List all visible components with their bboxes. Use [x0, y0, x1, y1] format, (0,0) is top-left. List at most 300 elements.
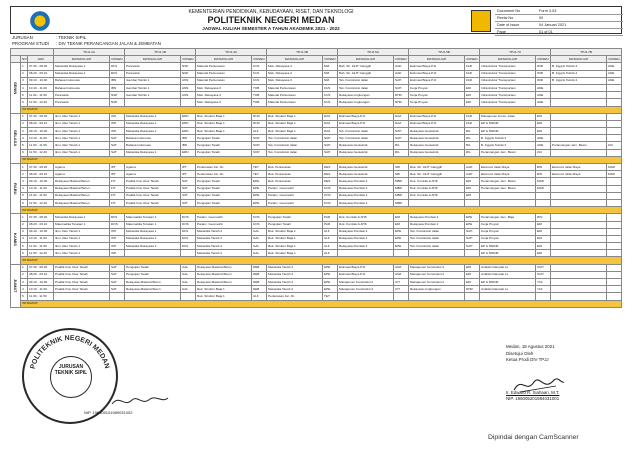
course-name: Mekanika Rekayasa 1 [125, 235, 181, 242]
period-number: 1 [21, 164, 28, 171]
lecturer-code: DES [323, 164, 338, 171]
course-name: B. Inggris Teknik 2 [551, 70, 607, 77]
period-time: 11.00 - 11.50 [28, 92, 54, 99]
course-name [551, 120, 607, 127]
course-name: Estimasi Biaya PJJ [409, 113, 465, 120]
lecturer-code: DOS [181, 214, 196, 221]
course-name: Rekayasa Lingkungan [338, 92, 394, 99]
lecturer-code [607, 214, 622, 221]
lecturer-code: EDI [394, 214, 409, 221]
dosen-header: DOSEN [607, 56, 622, 63]
course-name: Mekanika Rekayasa 1 [125, 243, 181, 250]
period-number: 5 [21, 293, 28, 300]
lecturer-code: DEB [252, 271, 267, 278]
course-name: Analisis Dampak LL [480, 264, 536, 271]
lecturer-code [607, 279, 622, 286]
course-name [551, 235, 607, 242]
lecturer-code: IBN [181, 142, 196, 149]
course-name: Tek. Konstruksi Jalan [338, 128, 394, 135]
rest-row [11, 257, 622, 264]
course-name: Rekayasa Geoteknik [338, 149, 394, 156]
lecturer-code: NSP [181, 70, 196, 77]
course-name: Perancangan Jem. Baja [480, 214, 536, 221]
lecturer-code: SUH [536, 264, 551, 271]
lecturer-code: ANZ [394, 264, 409, 271]
course-name: Rekayasa Pondasi 2 [409, 221, 465, 228]
table-row [11, 293, 622, 300]
lecturer-code: AAD [465, 164, 480, 171]
period-number: 1 [21, 264, 28, 271]
course-name: Paranc. Geometrik [196, 214, 252, 221]
course-name: Ekonomi Jalan Raya [480, 171, 536, 178]
lecturer-code: RIL [465, 128, 480, 135]
course-name: Dok. Kontrak & AHK [409, 192, 465, 199]
lecturer-code: SAT [181, 199, 196, 206]
course-name: Estimasi Biaya PJJ [409, 77, 465, 84]
doc-info-value: 01 of 01 [539, 30, 553, 34]
course-name: Perkerasan Jal. Jln [196, 164, 252, 171]
course-name [551, 199, 607, 206]
course-name: Ilmu Ukur Tanah 1 [54, 142, 110, 149]
course-name: Estimasi Biaya PJJ [338, 264, 394, 271]
course-name: B. Inggris Teknik 2 [551, 63, 607, 70]
table-row [11, 235, 622, 242]
course-name: Rekayasa Material Beton [196, 279, 252, 286]
jurusan-value: : TEKNIK SIPIL [56, 35, 87, 40]
lecturer-code [607, 185, 622, 192]
lecturer-code: FAD [465, 120, 480, 127]
course-name [551, 185, 607, 192]
course-name: Mekanika Tanah 2 [267, 286, 323, 293]
table-row [11, 99, 622, 106]
period-number: 3 [21, 77, 28, 84]
lecturer-code: EPE [252, 178, 267, 185]
course-name: Estimasi Biaya PJJ [409, 120, 465, 127]
stamp-center-line-2: TEKNIK SIPIL [54, 370, 88, 376]
lecturer-code: EPE [394, 243, 409, 250]
lecturer-code: EPE [323, 279, 338, 286]
table-row [11, 199, 622, 206]
lecturer-code [536, 192, 551, 199]
table-row [11, 178, 622, 185]
column-header-row [11, 56, 622, 63]
period-time: 11.00 - 11.50 [28, 293, 54, 300]
table-row [11, 77, 622, 84]
lecturer-code: EPE [394, 228, 409, 235]
lecturer-code: EDI [465, 99, 480, 106]
lecturer-code: TET [323, 293, 338, 300]
lecturer-code: ZAI [607, 142, 622, 149]
lecturer-code: DAZ [394, 113, 409, 120]
lecturer-code: YUL [536, 279, 551, 286]
lecturer-code: EDI [465, 185, 480, 192]
lecturer-code: GAL [181, 286, 196, 293]
period-number: 2 [21, 70, 28, 77]
lecturer-code [181, 99, 196, 106]
course-name: Kerja Proyek [480, 235, 536, 242]
lecturer-code: DFS [110, 214, 125, 221]
course-name: B. Inggris Teknik 2 [480, 135, 536, 142]
signoff-line-1: Disetujui Oleh [506, 350, 534, 356]
course-name: Bahasa Indonesia [125, 135, 181, 142]
period-time: 09.10 - 10.00 [28, 77, 54, 84]
course-name: Manajemen Konstruksi 2 [338, 279, 394, 286]
course-name: Mekanika Rekayasa 1 [54, 63, 110, 70]
rest-label: ISTIRAHAT [21, 106, 622, 113]
course-name: Rekayasa Material Beton [54, 199, 110, 206]
lecturer-code: DFS [181, 235, 196, 242]
lecturer-code [607, 192, 622, 199]
course-name: Mek. Rekayasa 3 [267, 63, 323, 70]
lecturer-code: SAH [394, 135, 409, 142]
table-row [11, 279, 622, 286]
period-time: 10.10 - 11.00 [28, 84, 54, 91]
lecturer-code: ERN [181, 128, 196, 135]
dosen-header: DOSEN [181, 56, 196, 63]
lecturer-code: EDI [536, 120, 551, 127]
period-number: 4 [21, 185, 28, 192]
prodi-label: PROGRAM STUDI [12, 41, 50, 46]
lecturer-code: SAT [110, 286, 125, 293]
course-name: Rekayasa Pondasi 2 [338, 178, 394, 185]
lecturer-code: MBR [394, 178, 409, 185]
lecturer-code: SAT [110, 149, 125, 156]
dosen-header: DOSEN [536, 56, 551, 63]
lecturer-code: IPT [181, 171, 196, 178]
lecturer-code: KUS [252, 77, 267, 84]
lecturer-code: EPE [323, 286, 338, 293]
course-name: Rekayasa Geoteknik [409, 149, 465, 156]
table-row [11, 221, 622, 228]
class-header: TPJJ-3B [267, 49, 338, 56]
table-row [11, 63, 622, 70]
lecturer-code: DES [323, 178, 338, 185]
course-name [551, 250, 607, 257]
lecturer-code: RIN [536, 214, 551, 221]
period-number: 3 [21, 279, 28, 286]
class-header: TPJJ-5A [338, 49, 409, 56]
lecturer-code: EPE [465, 221, 480, 228]
lecturer-code: AAD [465, 171, 480, 178]
doc-info-value: 00 [539, 16, 544, 20]
period-time: 08.20 - 09.10 [28, 171, 54, 178]
course-name: Pengujian Tanah [196, 135, 252, 142]
course-name: Rek. Struktur Baja 1 [196, 113, 252, 120]
course-name: Dok. Kontrak & AHK [409, 185, 465, 192]
lecturer-code: DAZ [323, 120, 338, 127]
course-name: EP & MSDM [480, 128, 536, 135]
stamp-nip: NIP. 196405101989031002 [84, 410, 133, 415]
lecturer-code: FIT [110, 199, 125, 206]
course-name: Rekayasa Material Beton [54, 185, 110, 192]
course-name: Rekayasa Geoteknik [338, 164, 394, 171]
course-name: Agama [125, 171, 181, 178]
lecturer-code [465, 199, 480, 206]
period-time: 11.00 - 11.50 [28, 192, 54, 199]
period-number: 4 [21, 235, 28, 242]
period-number: 5 [21, 192, 28, 199]
lecturer-code: DHR [465, 286, 480, 293]
course-name [551, 243, 607, 250]
lecturer-code: KOS [252, 221, 267, 228]
course-name: Agama [54, 164, 110, 171]
course-name: Manajemen Konstruksi 2 [409, 279, 465, 286]
lecturer-code [607, 235, 622, 242]
lecturer-code: SAH [323, 142, 338, 149]
lecturer-code: KOS [323, 199, 338, 206]
lecturer-code: EPE [323, 271, 338, 278]
header-corner [11, 49, 54, 56]
lecturer-code: GAL [252, 235, 267, 242]
rest-row [11, 300, 622, 307]
matkul-header: MATAKULIAH [409, 56, 465, 63]
lecturer-code: ANZ [394, 271, 409, 278]
course-name: Manajemen Konstruksi 2 [338, 286, 394, 293]
jurusan-label: JURUSAN [12, 35, 33, 40]
lecturer-code: PAR [323, 214, 338, 221]
course-name: Rekayasa Geoteknik [409, 135, 465, 142]
course-name: Bahasa Indonesia [125, 142, 181, 149]
course-name: Bah. Str. J&JT Canggih [338, 63, 394, 70]
period-number: 1 [21, 63, 28, 70]
table-row [11, 243, 622, 250]
course-name: Rek. Struktur Baja 1 [267, 243, 323, 250]
course-name: Mek. Rekayasa 3 [267, 70, 323, 77]
course-name: Matematika Terapan 1 [125, 214, 181, 221]
course-name: Perancangan Jem. Beton [480, 178, 536, 185]
lecturer-code: EDI [394, 221, 409, 228]
course-name: Mekanika Tanah 2 [267, 279, 323, 286]
lecturer-code: IPT [110, 164, 125, 171]
course-name: Tek. Konstruksi Jalan [338, 77, 394, 84]
matkul-header: MATAKULIAH [480, 56, 536, 63]
course-name: Bahasa Indonesia [54, 77, 110, 84]
doc-info-label: Document No [497, 9, 521, 13]
lecturer-code: KUS [252, 70, 267, 77]
lecturer-code [607, 250, 622, 257]
table-row [11, 192, 622, 199]
rest-label: ISTIRAHAT [21, 207, 622, 214]
lecturer-code: DOS [181, 221, 196, 228]
matkul-header: MATAKULIAH [338, 56, 394, 63]
lecturer-code: EDI [536, 243, 551, 250]
course-name: Analisis Dampak LL [480, 286, 536, 293]
lecturer-code: GAL [252, 228, 267, 235]
course-name: Tek. Konstruksi Jalan [409, 235, 465, 242]
lecturer-code [607, 84, 622, 91]
course-name: Mekanika Tanah 2 [267, 264, 323, 271]
period-time: 07.30 - 08.20 [28, 63, 54, 70]
period-number: 2 [21, 120, 28, 127]
lecturer-code [465, 250, 480, 257]
lecturer-code [465, 293, 480, 300]
lecturer-code: SOP [252, 142, 267, 149]
course-name [551, 178, 607, 185]
lecturer-code: NSP [110, 92, 125, 99]
program-info [12, 35, 161, 47]
lecturer-code: EPE [465, 214, 480, 221]
period-time: 09.10 - 10.00 [28, 178, 54, 185]
lecturer-code: EDI [465, 279, 480, 286]
course-name [409, 250, 465, 257]
lecturer-code: GAL [181, 279, 196, 286]
course-name: Ilmu Ukur Tanah 1 [54, 243, 110, 250]
lecturer-code: IBN [110, 84, 125, 91]
course-name: Perkerasan Jal. Jln [196, 171, 252, 178]
course-name: Estimasi Biaya PJJ [409, 70, 465, 77]
course-name: Bahasa Indonesia [54, 84, 110, 91]
lecturer-code: MAR [536, 178, 551, 185]
period-time: 08.20 - 09.10 [28, 120, 54, 127]
period-number: 3 [21, 228, 28, 235]
period-time: 07.30 - 08.20 [28, 214, 54, 221]
course-name: Rekayasa Material Beton [196, 271, 252, 278]
lecturer-code: ISH [110, 235, 125, 242]
period-time: 10.10 - 11.00 [28, 135, 54, 142]
course-name: Tek. Konstruksi Jalan [267, 142, 323, 149]
course-name: Ilmu Ukur Tanah 1 [54, 120, 110, 127]
course-name: Pengujian Tanah [196, 149, 252, 156]
course-name: EP & MSDM [480, 279, 536, 286]
course-name: Gambar Teknik 1 [125, 92, 181, 99]
document-logo-icon [471, 10, 491, 32]
period-time: 11.00 - 11.50 [28, 243, 54, 250]
lecturer-code: ADE [607, 77, 622, 84]
table-row [11, 113, 622, 120]
day-label: SENIN [11, 63, 21, 113]
lecturer-code: IBN [181, 135, 196, 142]
lecturer-code: EDI [536, 113, 551, 120]
course-name: Rek. Struktur Baja 1 [267, 113, 323, 120]
course-name: Rek. Struktur Baja 1 [196, 286, 252, 293]
course-name: Rek. Str. J&JT Canggih [409, 171, 465, 178]
dosen-header: DOSEN [394, 56, 409, 63]
lecturer-code [607, 293, 622, 300]
lecturer-code: MBR [394, 185, 409, 192]
doc-info-value: Form 3.03 [539, 9, 557, 13]
course-name: Pancasila [125, 63, 181, 70]
lecturer-code: MIZ [323, 70, 338, 77]
lecturer-code: SAT [110, 135, 125, 142]
lecturer-code: ERN [181, 149, 196, 156]
lecturer-code: EPE [252, 185, 267, 192]
course-name: Pengujian Tanah [196, 178, 252, 185]
course-name: Ilmu Ukur Tanah 1 [54, 128, 110, 135]
course-name: Rekayasa Lingkungan [338, 99, 394, 106]
period-number: 5 [21, 243, 28, 250]
course-name: Mekanika Rekayasa 1 [125, 120, 181, 127]
course-name: Rekayasa Pondasi 2 [338, 199, 394, 206]
course-name: Praktik Ilmu Ukur Tanah [125, 178, 181, 185]
lecturer-code: CIT [394, 279, 409, 286]
lecturer-code [394, 250, 409, 257]
period-time: 11.00 - 11.50 [28, 142, 54, 149]
course-name: Dok. Kontrak & AHK [338, 221, 394, 228]
course-name: Ilmu Ukur Tanah 1 [54, 149, 110, 156]
course-name: Estimasi Biaya PJJ [409, 63, 465, 70]
course-name: Praktik Ilmu Ukur Tanah [125, 199, 181, 206]
course-name [125, 250, 181, 257]
prodi-value: : DIV TEKNIK PERANCANGAN JALAN & JEMBATAN [56, 41, 161, 46]
lecturer-code: BIN [536, 164, 551, 171]
lecturer-code: KOS [323, 192, 338, 199]
course-name: Pengujian Tanah [125, 264, 181, 271]
lecturer-code: RIL [465, 135, 480, 142]
lecturer-code: SAT [181, 185, 196, 192]
class-header: TPJJ-7A [480, 49, 551, 56]
lecturer-code [181, 293, 196, 300]
lecturer-code: WIR [536, 77, 551, 84]
table-row [11, 228, 622, 235]
lecturer-code: RIL [394, 142, 409, 149]
course-name: Pengujian Tanah [267, 221, 323, 228]
lecturer-code: MAR [536, 185, 551, 192]
period-number: 5 [21, 142, 28, 149]
period-time: 11.50 - 12.40 [28, 250, 54, 257]
doc-info-row [495, 15, 623, 22]
table-row [11, 84, 622, 91]
matkul-header: MATAKULIAH [267, 56, 323, 63]
course-name [551, 128, 607, 135]
course-name: Pengujian Tanah [196, 185, 252, 192]
doc-info-row [495, 22, 623, 29]
lecturer-code: BIN [536, 171, 551, 178]
lecturer-code: SAH [465, 235, 480, 242]
course-name: Ilmu Ukur Tanah 1 [54, 228, 110, 235]
course-name: Rekayasa Lingkungan [409, 286, 465, 293]
course-name: Rekayasa Pondasi 2 [338, 235, 394, 242]
lecturer-code [607, 120, 622, 127]
course-name: Material Perkerasan [196, 77, 252, 84]
period-time: 11.50 - 12.40 [28, 99, 54, 106]
lecturer-code: PAR [323, 221, 338, 228]
period-number: 4 [21, 135, 28, 142]
lecturer-code [394, 293, 409, 300]
lecturer-code: DAZ [394, 120, 409, 127]
course-name: Paranc. Geometrik [196, 221, 252, 228]
lecturer-code: ALF [323, 228, 338, 235]
day-header [11, 56, 21, 63]
course-name: Rekayasa Material Beton [125, 286, 181, 293]
table-row [11, 92, 622, 99]
course-name: Dok. Kontrak & AHK [409, 178, 465, 185]
course-name [551, 149, 607, 156]
course-name: Perancangan Jem. Beton [480, 149, 536, 156]
course-name: Pancasila [54, 92, 110, 99]
lecturer-code: RUR [252, 120, 267, 127]
lecturer-code: SAH [465, 228, 480, 235]
course-name: Rekayasa Pondasi 2 [409, 214, 465, 221]
course-name [551, 221, 607, 228]
lecturer-code: SAH [465, 243, 480, 250]
lecturer-code: ADE [607, 63, 622, 70]
lecturer-code: ALF [252, 128, 267, 135]
dosen-header: DOSEN [465, 56, 480, 63]
course-name: Rekayasa Material Beton [196, 264, 252, 271]
lecturer-code: ANS [181, 84, 196, 91]
doc-info-row [495, 29, 623, 36]
course-name [551, 92, 607, 99]
course-name: Praktik Ilmu Ukur Tanah [54, 286, 110, 293]
course-name [125, 293, 181, 300]
table-row [11, 135, 622, 142]
course-name: Kerja Proyek [480, 228, 536, 235]
doc-info-row [495, 8, 623, 15]
period-time: 10.10 - 11.00 [28, 185, 54, 192]
course-name: Kerja Proyek [409, 84, 465, 91]
course-name: B. Inggris Teknik 2 [480, 142, 536, 149]
lecturer-code: EPE [252, 199, 267, 206]
